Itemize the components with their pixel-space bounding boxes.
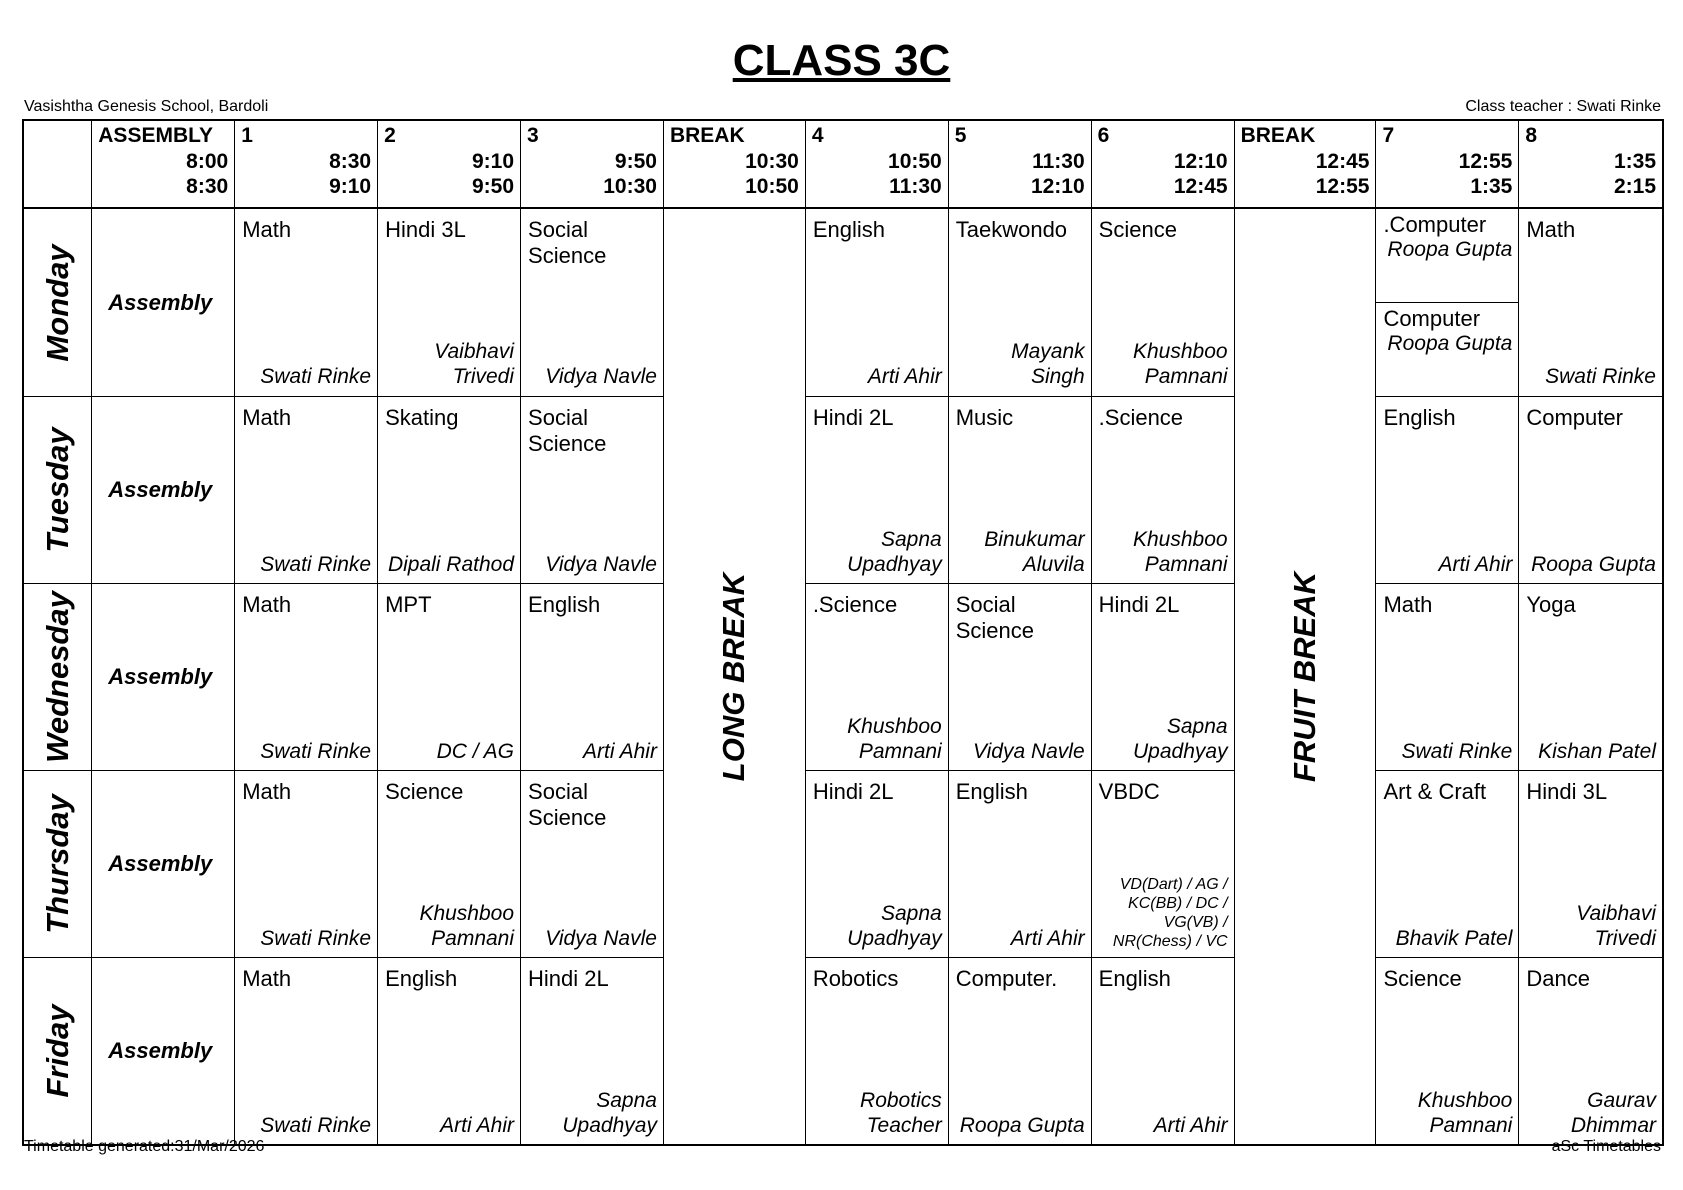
period-name: ASSEMBLY: [98, 124, 214, 147]
period-header-box: [1376, 121, 1518, 207]
period-end-time: 9:50: [472, 175, 515, 198]
period-name: BREAK: [1240, 124, 1316, 147]
long-break-cell: [663, 208, 805, 1145]
period-header: [1376, 120, 1519, 208]
subject-name: Math: [1383, 592, 1433, 617]
lesson-cell: [235, 397, 378, 584]
teacher-name: Arti Ahir: [1153, 1114, 1228, 1137]
teacher-name: Bhavik Patel: [1395, 927, 1513, 950]
day-label: Thursday: [39, 794, 75, 934]
period-name: BREAK: [669, 124, 745, 147]
subject-name: Hindi 3L: [385, 217, 466, 242]
lesson-box: [1519, 958, 1662, 1144]
teacher-name: Robotics Teacher: [860, 1089, 942, 1137]
lesson-box: [1376, 958, 1518, 1144]
lesson-cell: [235, 584, 378, 771]
subject-name: Hindi 2L: [812, 405, 894, 430]
subject-name: Computer: [1526, 405, 1623, 430]
lesson-box: [521, 209, 663, 395]
class-teacher: Class teacher : Swati Rinke: [1465, 98, 1661, 115]
teacher-name: Vidya Navle: [545, 553, 657, 576]
period-header-box: [235, 121, 377, 207]
period-name: 1: [241, 124, 253, 147]
page-title: CLASS 3C: [732, 36, 951, 85]
teacher-name: Vidya Navle: [972, 740, 1085, 763]
teacher-name: Dipali Rathod: [387, 553, 515, 576]
lesson-cell: [805, 208, 948, 397]
period-name: 7: [1382, 124, 1395, 147]
teacher-name: Roopa Gupta: [1531, 553, 1656, 576]
period-header-box: [949, 121, 1091, 207]
lesson-box: [1092, 958, 1234, 1144]
corner-cell: [23, 120, 92, 208]
day-cell: [23, 771, 92, 958]
teacher-name: Kishan Patel: [1538, 740, 1656, 763]
lesson-box: [806, 958, 948, 1144]
period-start-time: 12:45: [1315, 150, 1370, 173]
period-end-time: 10:30: [603, 175, 657, 198]
lesson-cell: [521, 397, 664, 584]
lesson-cell: [521, 584, 664, 771]
period-start-time: 11:30: [1032, 150, 1085, 173]
lesson-box: [806, 397, 948, 583]
subject-name: Hindi 2L: [528, 966, 609, 991]
lesson-box: [1376, 584, 1518, 770]
period-header-box: [378, 121, 520, 207]
lesson-cell: [378, 584, 521, 771]
day-label: Friday: [39, 1004, 75, 1098]
period-start-time: 10:50: [888, 150, 942, 173]
teacher-name: Sapna Upadhyay: [847, 902, 942, 950]
lesson-box: [378, 958, 520, 1144]
period-header: [1091, 120, 1234, 208]
lesson-box: [949, 397, 1091, 583]
period-header-box: [1519, 121, 1662, 207]
lesson-cell: [1519, 208, 1663, 397]
teacher-name: Khushboo Pamnani: [847, 715, 942, 763]
teacher-name: Vaibhavi Trivedi: [434, 340, 515, 388]
subject-name: .Computer: [1383, 212, 1487, 237]
teacher-name: Arti Ahir: [440, 1114, 515, 1137]
teacher-name: Khushboo Pamnani: [1417, 1089, 1513, 1137]
period-header: [521, 120, 664, 208]
subject-name: English: [1383, 405, 1456, 430]
lesson-box: [235, 209, 377, 395]
period-start-time: 9:50: [614, 150, 657, 173]
day-cell: [23, 208, 92, 397]
assembly-cell: Assembly: [92, 584, 235, 771]
teacher-name: Vidya Navle: [545, 927, 657, 950]
period-name: 6: [1097, 124, 1110, 147]
period-header: [1234, 120, 1376, 208]
lesson-box: [1376, 397, 1518, 583]
teacher-name: Sapna Upadhyay: [1133, 715, 1228, 763]
lesson-cell: [1376, 584, 1519, 771]
lesson-cell: [1376, 208, 1519, 397]
lesson-box: [235, 584, 377, 770]
generated-date: Timetable generated:31/Mar/2026: [24, 1138, 265, 1155]
lesson-box: [235, 397, 377, 583]
lesson-cell: [1519, 397, 1663, 584]
teacher-name: Swati Rinke: [260, 1114, 372, 1137]
subject-name: Science: [385, 779, 464, 804]
lesson-box: [1519, 209, 1662, 395]
period-header-box: [521, 121, 663, 207]
teacher-name: Arti Ahir: [1010, 927, 1085, 950]
lesson-cell: [521, 208, 664, 397]
period-end-time: 11:30: [889, 175, 942, 198]
teacher-name: DC / AG: [436, 740, 515, 763]
subject-name: Math: [242, 592, 292, 617]
day-row: [23, 208, 1663, 397]
teacher-name: Sapna Upadhyay: [847, 528, 942, 576]
lesson-cell: [521, 771, 664, 958]
subject-name: English: [528, 592, 601, 617]
lesson-cell: [1376, 397, 1519, 584]
lesson-box: [521, 771, 663, 957]
period-header: [805, 120, 948, 208]
fruit-break-label: FRUIT BREAK: [1287, 571, 1322, 782]
lesson-cell: [1091, 397, 1234, 584]
subject-name: Art & Craft: [1383, 779, 1487, 804]
lesson-box: [521, 958, 663, 1144]
teacher-name: Roopa Gupta: [1387, 238, 1513, 261]
period-end-time: 8:30: [186, 175, 229, 198]
subject-name: English: [385, 966, 458, 991]
period-header: [1519, 120, 1663, 208]
teacher-name: Swati Rinke: [260, 553, 372, 576]
lesson-box: [949, 958, 1091, 1144]
period-start-time: 9:10: [472, 150, 515, 173]
lesson-box: [949, 771, 1091, 957]
lesson-cell: [948, 771, 1091, 958]
subject-name: .Science: [812, 592, 898, 617]
lesson-box: [1092, 584, 1234, 770]
lesson-cell: [805, 397, 948, 584]
assembly-cell: Assembly: [92, 208, 235, 397]
split-lesson: [1376, 209, 1518, 303]
period-end-time: 12:55: [1315, 175, 1370, 198]
subject-name: Hindi 2L: [812, 779, 894, 804]
lesson-cell: [1091, 208, 1234, 397]
lesson-box: [949, 209, 1091, 395]
split-lesson: [1376, 303, 1518, 396]
assembly-cell: Assembly: [92, 397, 235, 584]
subject-name: Skating: [385, 405, 459, 430]
teacher-name: Arti Ahir: [867, 365, 942, 388]
subject-name: .Science: [1098, 405, 1184, 430]
school-name: Vasishtha Genesis School, Bardoli: [24, 98, 269, 115]
lesson-box: [521, 397, 663, 583]
day-cell: [23, 958, 92, 1146]
subject-name: Music: [955, 405, 1014, 430]
lesson-box: [235, 958, 377, 1144]
lesson-cell: [1091, 958, 1234, 1146]
subject-name: English: [955, 779, 1028, 804]
teacher-name: Swati Rinke: [260, 740, 372, 763]
period-header: [948, 120, 1091, 208]
lesson-cell: [805, 958, 948, 1146]
period-start-time: 12:10: [1173, 150, 1228, 173]
period-start-time: 10:30: [745, 150, 799, 173]
lesson-cell: [948, 397, 1091, 584]
lesson-box: [1376, 771, 1518, 957]
subject-name: Hindi 3L: [1526, 779, 1608, 804]
lesson-cell: [1091, 771, 1234, 958]
lesson-cell: [235, 958, 378, 1146]
lesson-box: [378, 771, 520, 957]
period-header: [235, 120, 378, 208]
teacher-name: Swati Rinke: [260, 365, 372, 388]
teacher-name: Khushboo Pamnani: [1132, 340, 1228, 388]
lesson-cell: [1091, 584, 1234, 771]
lesson-box: [1092, 209, 1234, 395]
period-end-time: 2:15: [1613, 175, 1656, 198]
lesson-box: [378, 397, 520, 583]
lesson-cell: [378, 397, 521, 584]
software-credit: aSc Timetables: [1551, 1138, 1661, 1155]
subject-name: VBDC: [1098, 779, 1160, 804]
subject-name: Dance: [1526, 966, 1590, 991]
lesson-cell: [521, 958, 664, 1146]
lesson-cell: [378, 208, 521, 397]
lesson-box: [1519, 584, 1662, 770]
subject-name: MPT: [385, 592, 432, 617]
day-label: Monday: [39, 243, 75, 362]
subject-name: Math: [242, 217, 292, 242]
subject-name: Math: [242, 966, 292, 991]
day-row: [23, 397, 1663, 584]
period-end-time: 12:45: [1173, 175, 1228, 198]
period-end-time: 9:10: [329, 175, 372, 198]
subject-name: Science: [1098, 217, 1177, 242]
teacher-name: Arti Ahir: [1438, 553, 1513, 576]
lesson-cell: [948, 958, 1091, 1146]
lesson-box: [235, 771, 377, 957]
lesson-box: [1092, 771, 1234, 957]
lesson-cell: [948, 584, 1091, 771]
period-header: [378, 120, 521, 208]
period-name: 5: [954, 124, 967, 147]
teacher-name: Vidya Navle: [545, 365, 657, 388]
subject-name: Computer: [1383, 306, 1481, 331]
period-name: 2: [384, 124, 396, 147]
lesson-cell: [1376, 958, 1519, 1146]
period-header: [663, 120, 805, 208]
period-start-time: 8:00: [186, 150, 229, 173]
subject-name: Social Science: [528, 217, 607, 268]
period-start-time: 8:30: [329, 150, 372, 173]
day-row: [23, 958, 1663, 1146]
teacher-name: Sapna Upadhyay: [562, 1089, 657, 1137]
teacher-name: Khushboo Pamnani: [1132, 528, 1228, 576]
lesson-box: [378, 209, 520, 395]
teacher-name: Roopa Gupta: [1387, 332, 1513, 355]
lesson-box: [806, 584, 948, 770]
subject-name: Computer.: [955, 966, 1058, 991]
teacher-name: Binukumar Aluvila: [984, 528, 1085, 576]
day-row: [23, 771, 1663, 958]
subject-name: English: [1098, 966, 1171, 991]
period-start-time: 12:55: [1458, 150, 1513, 173]
lesson-box: [1519, 397, 1662, 583]
lesson-box: [521, 584, 663, 770]
teacher-name: Swati Rinke: [1545, 365, 1656, 388]
period-name: 4: [811, 124, 824, 147]
lesson-cell: [1519, 958, 1663, 1146]
period-header-box: [664, 121, 805, 207]
lesson-box: [1092, 397, 1234, 583]
period-name: 3: [527, 124, 539, 147]
long-break-label: LONG BREAK: [716, 572, 752, 781]
lesson-box: [949, 584, 1091, 770]
teacher-name: Roopa Gupta: [959, 1114, 1085, 1137]
period-end-time: 10:50: [745, 175, 799, 198]
assembly-cell: Assembly: [92, 771, 235, 958]
day-cell: [23, 397, 92, 584]
teacher-name: Mayank Singh: [1011, 340, 1085, 388]
period-header-box: [1235, 121, 1376, 207]
lesson-box: [1519, 771, 1662, 957]
teacher-name: Vaibhavi Trivedi: [1576, 902, 1656, 950]
subject-name: Math: [242, 779, 292, 804]
period-end-time: 12:10: [1030, 175, 1085, 198]
lesson-cell: [1376, 771, 1519, 958]
teacher-name: Khushboo Pamnani: [419, 902, 515, 950]
period-start-time: 1:35: [1613, 150, 1656, 173]
day-label: Wednesday: [39, 591, 75, 763]
lesson-cell: [805, 771, 948, 958]
period-header-box: [92, 121, 234, 207]
subject-name: English: [812, 217, 885, 242]
teacher-name: Swati Rinke: [1401, 740, 1513, 763]
period-header: [92, 120, 235, 208]
timetable-grid: [22, 119, 1664, 1146]
subject-name: Social Science: [528, 405, 607, 456]
day-row: [23, 584, 1663, 771]
lesson-cell: [1519, 771, 1663, 958]
lesson-box: [806, 209, 948, 395]
day-label: Tuesday: [39, 427, 75, 553]
period-header-box: [806, 121, 948, 207]
lesson-box: [806, 771, 948, 957]
teacher-name: VD(Dart) / AG / KC(BB) / DC / VG(VB) / NR(Chess) / VC: [1112, 876, 1228, 950]
fruit-break-cell: [1234, 208, 1376, 1145]
lesson-cell: [948, 208, 1091, 397]
subject-name: Taekwondo: [955, 217, 1068, 242]
lesson-cell: [378, 958, 521, 1146]
lesson-cell: [805, 584, 948, 771]
period-header-row: [23, 120, 1663, 208]
period-name: 8: [1525, 124, 1538, 147]
teacher-name: Gaurav Dhimmar: [1570, 1089, 1656, 1137]
teacher-name: Swati Rinke: [260, 927, 372, 950]
assembly-cell: Assembly: [92, 958, 235, 1146]
period-end-time: 1:35: [1470, 175, 1513, 198]
lesson-cell: [235, 208, 378, 397]
lesson-cell: [378, 771, 521, 958]
subject-name: Math: [242, 405, 292, 430]
lesson-box: [378, 584, 520, 770]
lesson-cell: [1519, 584, 1663, 771]
subject-name: Math: [1526, 217, 1576, 242]
teacher-name: Arti Ahir: [583, 740, 657, 763]
day-cell: [23, 584, 92, 771]
subject-name: Robotics: [812, 966, 899, 991]
subject-name: Yoga: [1526, 592, 1576, 617]
subject-name: Social Science: [955, 592, 1035, 643]
subject-name: Science: [1383, 966, 1462, 991]
period-header-box: [1092, 121, 1234, 207]
lesson-cell: [235, 771, 378, 958]
subject-name: Hindi 2L: [1098, 592, 1180, 617]
subject-name: Social Science: [528, 779, 607, 830]
